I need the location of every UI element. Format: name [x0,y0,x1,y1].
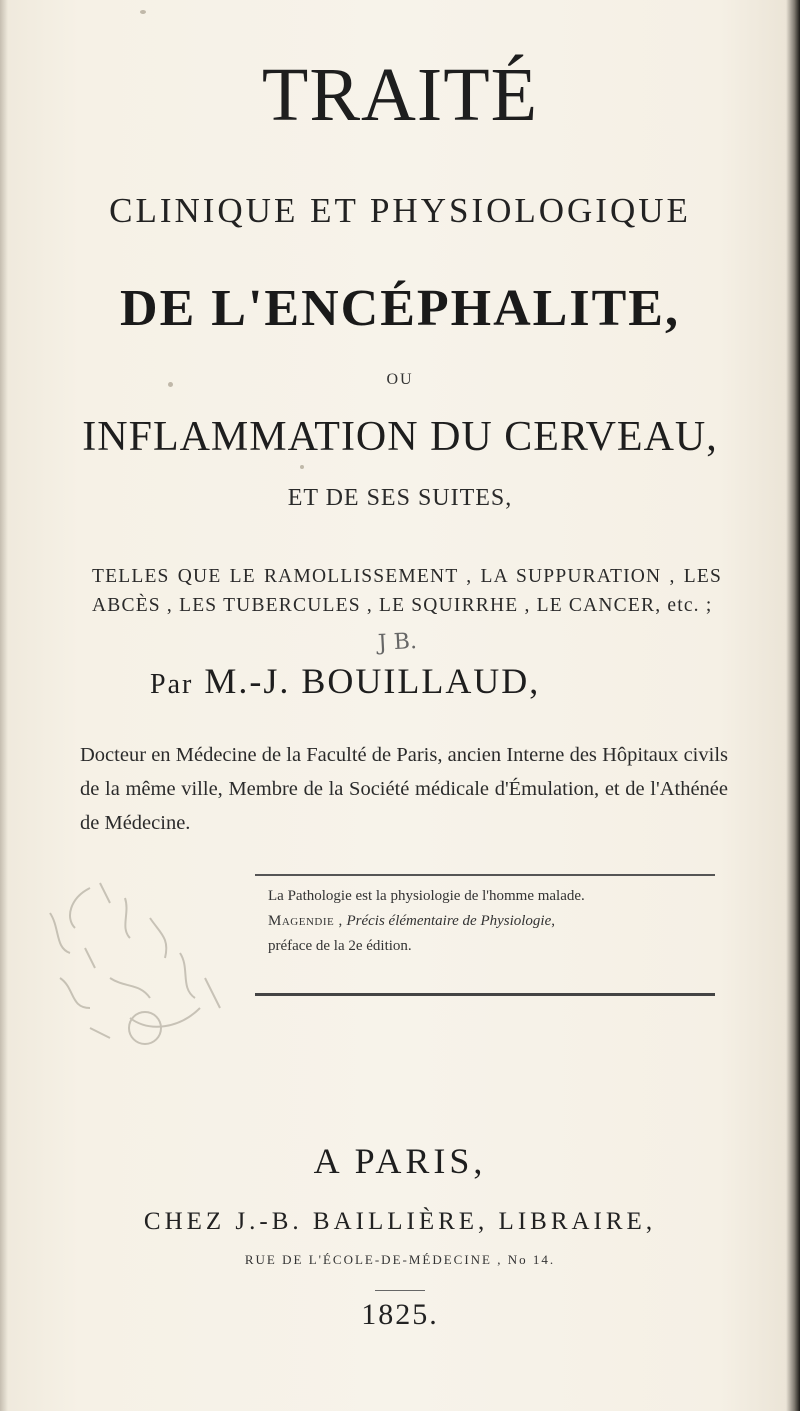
author-credentials: Docteur en Médecine de la Faculté de Paris, ancien Interne des Hôpitaux civils de la même ville, Membre de la Société médicale d'Émulation, et de l'Athénée de Médecine. [80,744,728,834]
handwritten-mark: J B. [377,628,418,657]
epigraph-top-rule [255,874,715,876]
epigraph [268,884,718,959]
imprint-address: RUE DE L'ÉCOLE-DE-MÉDECINE , No 14. [244,1252,556,1267]
subtitle-examples: TELLES QUE LE RAMOLLISSEMENT , LA SUPPURATION , LES ABCÈS , LES TUBERCULES , LE SQUIRRHE , LE CANCER, etc. ; [92,566,722,616]
imprint-publisher: CHEZ J.-B. BAILLIÈRE, LIBRAIRE, [143,1208,657,1235]
author-prefix: Par [150,669,194,700]
subtitle-clinique: CLINIQUE ET PHYSIOLOGIQUE [109,191,691,230]
imprint-rule [375,1290,425,1291]
subtitle-conjunction: OU [386,371,414,388]
paper-speck [140,10,146,14]
subtitle-encephalite: DE L'ENCÉPHALITE, [120,280,680,337]
library-stamp-icon [30,858,270,1058]
epigraph-edition: préface de la 2e édition. [268,938,412,954]
book-title: TRAITÉ [261,53,539,137]
imprint-city: A PARIS, [313,1141,487,1181]
imprint-year: 1825. [361,1298,439,1331]
epigraph-attribution: Magendie , Précis élémentaire de Physiologie, [268,913,556,929]
subtitle-inflammation: INFLAMMATION DU CERVEAU, [82,414,718,460]
epigraph-bottom-rule [255,993,715,996]
epigraph-author: Magendie , [268,913,343,929]
author-line [150,660,690,702]
paper-speck [300,465,304,469]
subtitle-suites: ET DE SES SUITES, [287,485,513,511]
epigraph-work: Précis élémentaire de Physiologie [346,913,552,929]
epigraph-quote: La Pathologie est la physiologie de l'homme malade. [268,888,585,904]
author-name: M.-J. BOUILLAUD, [204,661,541,701]
